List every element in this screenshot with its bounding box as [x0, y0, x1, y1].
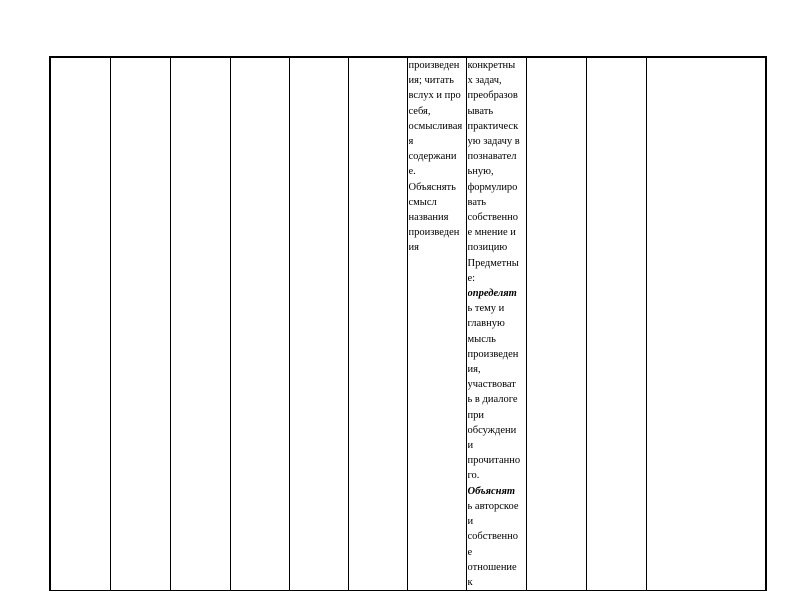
cell-text-line: главную — [467, 318, 505, 330]
table-cell-6 — [348, 57, 407, 591]
cell-text-line: и — [467, 440, 474, 452]
cell-text-line: е — [467, 546, 473, 558]
cell-text-line: произведен — [408, 227, 460, 239]
cell-text-line: ия, — [467, 364, 481, 376]
table-cell-5 — [289, 57, 348, 591]
cell-text-line: ьную, — [467, 166, 494, 178]
cell-text-line: названия — [408, 212, 449, 224]
cell-text-line: е мнение и — [467, 227, 516, 239]
cell-text-line: ь авторское — [467, 500, 519, 512]
cell-text-line: конкретны — [467, 60, 516, 71]
cell-text-line: обсуждени — [467, 424, 517, 436]
cell-text-line: ую задачу в — [467, 136, 520, 148]
table-cell-text-right — [466, 57, 526, 591]
cell-text-line: позицию — [467, 242, 508, 254]
cell-text-line: ия — [408, 242, 419, 254]
cell-text-line: ывать — [467, 105, 494, 117]
cell-text-line: смысл — [408, 196, 437, 208]
table-cell-3 — [170, 57, 230, 591]
cell-text-line: себя, — [408, 105, 431, 117]
cell-text-line: собственно — [467, 531, 519, 543]
cell-text-line: при — [467, 409, 484, 421]
cell-text-line: е. — [408, 166, 416, 178]
cell-text-line: содержани — [408, 151, 457, 163]
cell-text-line: е: — [467, 272, 476, 284]
cell-text-line: осмысливая — [408, 120, 463, 132]
table-cell-11 — [646, 57, 766, 591]
cell-text-line: Объяснять — [408, 181, 456, 193]
cell-text-line: прочитанно — [467, 455, 521, 467]
table-cell-text-left — [407, 57, 466, 591]
cell-text-line: практическ — [467, 120, 519, 132]
cell-text-line: участвоват — [467, 379, 516, 391]
cell-text-line: отношение — [467, 561, 517, 573]
cell-text-line-emphasis: определят — [467, 288, 517, 300]
cell-text-line: я — [408, 136, 414, 148]
cell-text-line: познавател — [467, 151, 517, 163]
cell-text-line: произведен — [467, 348, 519, 360]
table-cell-4 — [230, 57, 289, 591]
cell-text-line: произведен — [408, 60, 460, 71]
cell-text-line: х задач, — [467, 75, 502, 87]
cell-text-line-emphasis: Объяснят — [467, 485, 516, 497]
table-row — [50, 57, 766, 591]
cell-text-line: вать — [467, 196, 487, 208]
cell-text-line: формулиро — [467, 181, 518, 193]
cell-text-line: Предметны — [467, 257, 519, 269]
cell-text-line: вслух и про — [408, 90, 461, 102]
cell-text-line: ия; читать — [408, 75, 454, 87]
cell-text-line: мысль — [467, 333, 496, 345]
cell-text-line: и — [467, 516, 474, 528]
table-cell-9 — [526, 57, 586, 591]
lesson-plan-table — [49, 56, 767, 591]
table-cell-10 — [586, 57, 646, 591]
cell-text-line: собственно — [467, 212, 519, 224]
cell-text-line: преобразов — [467, 90, 518, 102]
table-cell-2 — [110, 57, 170, 591]
cell-text-line: ь в диалоге — [467, 394, 518, 406]
cell-text-line: к — [467, 576, 473, 588]
cell-text-line: ь тему и — [467, 303, 505, 315]
table-cell-1 — [50, 57, 110, 591]
cell-text-line: го. — [467, 470, 480, 482]
